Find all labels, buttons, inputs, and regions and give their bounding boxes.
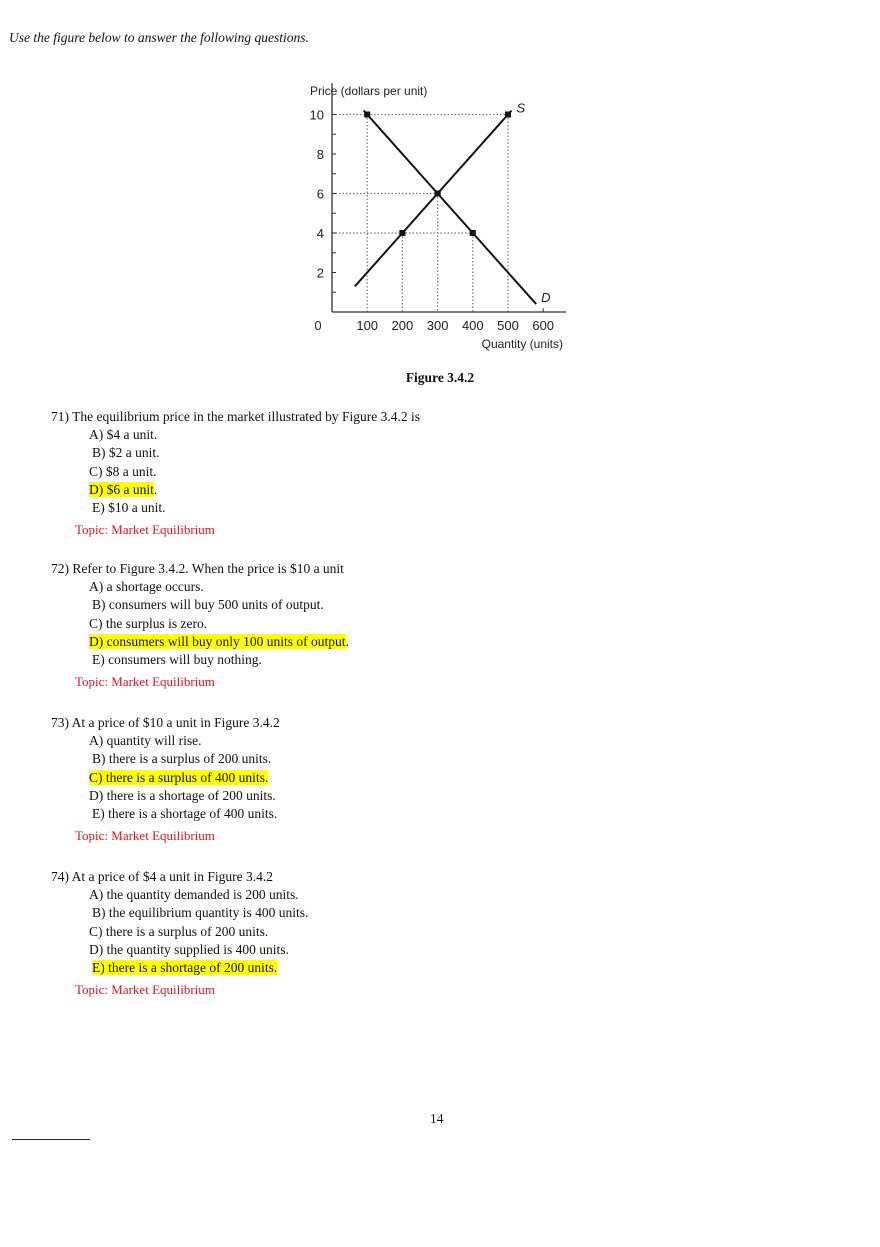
y-tick-label: 10 <box>309 107 324 123</box>
topic-label: Topic: Market Equilibrium <box>75 522 215 538</box>
data-point <box>364 112 370 118</box>
answer-option <box>51 426 420 444</box>
answer-text: D) there is a shortage of 200 units. <box>89 787 276 803</box>
answer-text: E) consumers will buy nothing. <box>92 652 262 668</box>
answer-option <box>51 959 308 977</box>
instructions: Use the figure below to answer the following questions. <box>9 30 309 45</box>
question-text: 73) At a price of $10 a unit in Figure 3.4.2 <box>51 715 280 730</box>
supply-demand-chart <box>300 75 580 360</box>
page-number: 14 <box>430 1111 444 1126</box>
answer-option <box>51 805 280 823</box>
answer-option <box>51 578 349 596</box>
answer-text: C) there is a surplus of 200 units. <box>89 923 269 939</box>
question-72 <box>51 560 349 691</box>
topic-label: Topic: Market Equilibrium <box>75 828 215 844</box>
answer-option <box>51 463 420 481</box>
answer-option <box>51 444 420 462</box>
y-tick-label: 6 <box>316 186 324 202</box>
data-point <box>470 230 476 236</box>
answer-text: E) $10 a unit. <box>92 500 166 516</box>
topic-label: Topic: Market Equilibrium <box>75 674 215 690</box>
answer-option <box>51 615 349 633</box>
y-axis-label: Price (dollars per unit) <box>310 84 428 98</box>
answer-text: C) the surplus is zero. <box>89 615 208 631</box>
answer-text: E) there is a shortage of 400 units. <box>92 806 278 822</box>
answer-option <box>51 904 308 922</box>
y-tick-label: 2 <box>316 265 324 281</box>
answer-option <box>51 499 420 517</box>
answer-option <box>51 481 420 499</box>
answer-text: A) a shortage occurs. <box>89 579 204 595</box>
x-tick-label: 200 <box>391 318 414 333</box>
answer-option <box>51 732 280 750</box>
answer-text: A) the quantity demanded is 200 units. <box>89 887 299 903</box>
answer-option <box>51 886 308 904</box>
answer-text: B) consumers will buy 500 units of output. <box>92 597 324 613</box>
figure-caption: Figure 3.4.2 <box>405 370 475 385</box>
answer-text: A) $4 a unit. <box>89 427 158 443</box>
question-text: 72) Refer to Figure 3.4.2. When the price is $10 a unit <box>51 561 344 576</box>
y-tick-label: 4 <box>316 226 324 241</box>
x-tick-label: 600 <box>532 318 555 333</box>
x-axis-label: Quantity (units) <box>481 337 563 351</box>
answer-option <box>51 923 308 941</box>
question-74 <box>51 868 308 999</box>
x-tick-label: 500 <box>497 318 519 333</box>
answer-option <box>51 633 349 651</box>
y-tick-label: 8 <box>316 147 324 162</box>
supply-label: S <box>516 100 526 116</box>
answer-text: B) $2 a unit. <box>92 445 160 461</box>
data-point <box>399 230 405 236</box>
x-tick-label: 100 <box>356 318 379 333</box>
answer-text: B) the equilibrium quantity is 400 units. <box>92 905 309 921</box>
answer-suffix: . <box>153 481 158 497</box>
answer-suffix: . <box>345 633 349 649</box>
data-point <box>505 112 511 118</box>
origin-label: 0 <box>314 318 322 333</box>
answer-option <box>51 769 280 787</box>
question-text: 71) The equilibrium price in the market illustrated by Figure 3.4.2 is <box>51 409 421 424</box>
answer-option <box>51 651 349 669</box>
footnote-rule <box>12 1139 90 1140</box>
x-tick-label: 300 <box>426 318 449 333</box>
answer-text: C) $8 a unit. <box>89 463 157 479</box>
demand-curve <box>364 111 536 305</box>
question-71 <box>51 408 420 539</box>
highlighted-answer-text: D) $6 a unit <box>89 481 154 497</box>
answer-text: A) quantity will rise. <box>89 733 202 749</box>
supply-curve <box>355 111 512 287</box>
question-73 <box>51 714 280 845</box>
x-tick-label: 400 <box>461 318 484 333</box>
highlighted-answer-text: E) there is a shortage of 200 units. <box>92 960 278 976</box>
demand-label: D <box>541 290 551 306</box>
highlighted-answer-text: D) consumers will buy only 100 units of output <box>89 633 346 649</box>
answer-option <box>51 750 280 768</box>
answer-option <box>51 787 280 805</box>
answer-text: D) the quantity supplied is 400 units. <box>89 941 289 957</box>
highlighted-answer-text: C) there is a surplus of 400 units. <box>89 769 269 785</box>
data-point <box>435 191 441 197</box>
question-text: 74) At a price of $4 a unit in Figure 3.4.2 <box>51 869 273 884</box>
topic-label: Topic: Market Equilibrium <box>75 982 215 998</box>
answer-option <box>51 596 349 614</box>
answer-option <box>51 941 308 959</box>
answer-text: B) there is a surplus of 200 units. <box>92 751 272 767</box>
